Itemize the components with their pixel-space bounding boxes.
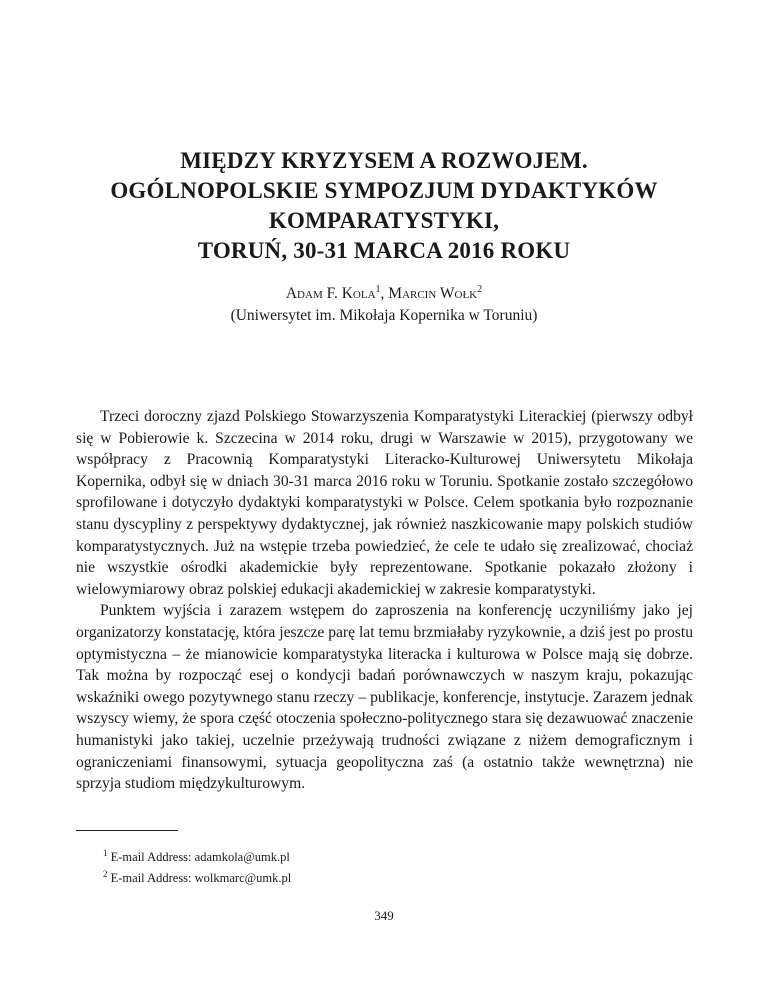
footnote-number: 2 <box>103 869 108 880</box>
author-block <box>0 283 768 327</box>
footnote <box>103 866 291 887</box>
author-name: Adam F. Kola <box>285 285 376 302</box>
page-number: 349 <box>374 908 394 923</box>
footnote-marker: 1 <box>375 283 381 295</box>
affiliation: (Uniwersytet im. Mikołaja Kopernika w Toruniu) <box>230 307 538 324</box>
footnote-text: E-mail Address: wolkmarc@umk.pl <box>110 871 292 886</box>
footnote <box>103 845 291 866</box>
footnote-marker: 2 <box>477 283 483 295</box>
title-line: TORUŃ, 30-31 MARCA 2016 ROKU <box>197 238 571 263</box>
body-paragraph: Punktem wyjścia i zarazem wstępem do zaproszenia na konferencję uczyniliśmy jako jej organizatorzy konstatację, która jeszcze parę lat temu brzmiałaby ryzykownie, a dziś jest po prostu optymistyczna – że mianowicie komparatystyka literacka i kulturowa w Polsce mają się dobrze. Tak można by rozpocząć esej o kondycji badań porównawczych w naszym kraju, pokazując wskaźniki owego pozytywnego stanu rzeczy – publikacje, konferencje, instytucje. Zarazem jednak wszyscy wiemy, że spora część otoczenia społeczno-politycznego stara się dezawuować znaczenie humanistyki jako takiej, uczelnie przeżywają trudności związane z niżem demograficznym i ograniczeniami finansowymi, sytuacja geopolityczna zaś (a ostatnio także wewnętrzna) nie sprzyja studiom międzykulturowym. <box>76 602 693 793</box>
author-name: Marcin Wołk <box>388 285 478 302</box>
author-separator: , <box>380 285 389 302</box>
footnote-divider <box>76 830 178 831</box>
author-names <box>0 283 768 305</box>
footnote-text: E-mail Address: adamkola@umk.pl <box>110 850 290 865</box>
title-line: MIĘDZY KRYZYSEM A ROZWOJEM. <box>180 148 588 173</box>
footnotes <box>103 845 291 887</box>
article-title <box>0 146 768 266</box>
body-paragraph: Trzeci doroczny zjazd Polskiego Stowarzyszenia Komparatystyki Literackiej (pierwszy odbył się w Pobierowie k. Szczecina w 2014 roku, drugi w Warszawie w 2015), przygotowany we współpracy z Pracownią Komparatystyki Literacko-Kulturowej Uniwersytetu Mikołaja Kopernika, odbył się w dniach 30-31 marca 2016 roku w Toruniu. Spotkanie zostało szczegółowo sprofilowane i dotyczyło dydaktyki komparatystyki w Polsce. Celem spotkania było rozpoznanie stanu dyscypliny z perspektywy dydaktycznej, jak również naszkicowanie mapy polskich studiów komparatystycznych. Już na wstępie trzeba powiedzieć, że cele te udało się zrealizować, chociaż nie wszystkie ośrodki akademickie były reprezentowane. Spotkanie pokazało złożony i wielowymiarowy obraz polskiej edukacji akademickiej w zakresie komparatystyki. <box>76 408 693 598</box>
title-line: OGÓLNOPOLSKIE SYMPOZJUM DYDAKTYKÓW <box>110 178 658 203</box>
article-body <box>76 406 693 795</box>
footnote-number: 1 <box>103 848 108 858</box>
title-line: KOMPARATYSTYKI, <box>268 208 500 233</box>
